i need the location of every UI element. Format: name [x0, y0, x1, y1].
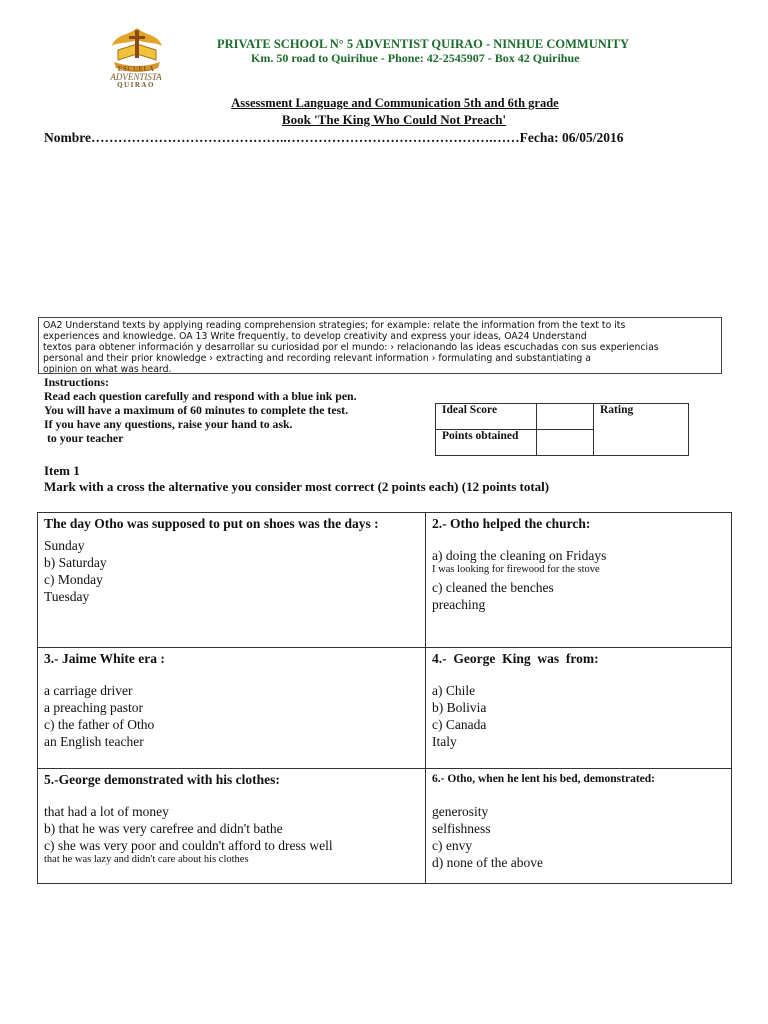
option[interactable]: Tuesday	[44, 589, 90, 604]
question-cell-1[interactable]	[38, 513, 426, 648]
option[interactable]: a carriage driver	[44, 683, 133, 698]
item-heading: Item 1	[44, 463, 80, 478]
objective-line: opinion on what was heard.	[43, 364, 172, 374]
question-text: 6.- Otho, when he lent his bed, demonstrated:	[432, 773, 655, 785]
option[interactable]: b) Bolivia	[432, 700, 487, 715]
question-text: 5.-George demonstrated with his clothes:	[44, 772, 280, 787]
option[interactable]: d) none of the above	[432, 855, 543, 870]
option[interactable]: a preaching pastor	[44, 700, 143, 715]
assessment-title-text: Assessment Language and Communication 5th and 6th grade	[231, 96, 559, 110]
objective-line: textos para obtener información y desarrollar su curiosidad por el mundo: › relacionando las ideas escuchadas con sus experiencias	[43, 342, 659, 353]
points-obtained-label: Points obtained	[436, 430, 537, 456]
question-cell-4[interactable]	[426, 648, 732, 769]
option[interactable]: that he was lazy and didn't care about his clothes	[44, 854, 249, 865]
assessment-title	[0, 96, 768, 111]
option[interactable]: a) Chile	[432, 683, 476, 698]
option[interactable]: I was looking for firewood for the stove	[432, 564, 600, 575]
option[interactable]: c) Canada	[432, 717, 487, 732]
item-instruction: Mark with a cross the alternative you consider most correct (2 points each) (12 points total)	[44, 479, 550, 494]
option[interactable]: c) cleaned the benches	[432, 580, 554, 595]
book-title	[0, 112, 768, 128]
question-text: 2.- Otho helped the church:	[432, 516, 591, 531]
question-cell-2[interactable]	[426, 513, 732, 648]
question-text: The day Otho was supposed to put on shoes was the days :	[44, 516, 379, 531]
instruction-line: If you have any questions, raise your hand to ask.	[44, 417, 293, 431]
ideal-score-field[interactable]	[537, 404, 594, 430]
option[interactable]: generosity	[432, 804, 489, 819]
option[interactable]: b) that he was very carefree and didn't bathe	[44, 821, 283, 836]
instructions	[44, 375, 357, 445]
questions-table	[37, 512, 732, 884]
school-name: PRIVATE SCHOOL N° 5 ADVENTIST QUIRAO - NINHUE COMMUNITY	[217, 37, 629, 51]
instruction-line: Read each question carefully and respond with a blue ink pen.	[44, 389, 357, 403]
school-address: Km. 50 road to Quirihue - Phone: 42-2545907 - Box 42 Quirihue	[251, 51, 580, 65]
option[interactable]: c) the father of Otho	[44, 717, 155, 732]
option[interactable]: b) Saturday	[44, 555, 107, 570]
instruction-line: to your teacher	[44, 431, 124, 445]
option[interactable]: Italy	[432, 734, 457, 749]
option[interactable]: that had a lot of money	[44, 804, 169, 819]
option[interactable]: c) Monday	[44, 572, 103, 587]
learning-objectives-box	[38, 317, 722, 374]
question-text: 4.- George King was from:	[432, 651, 599, 666]
question-cell-6[interactable]	[426, 769, 732, 884]
logo-line-1: ESCUELA	[117, 65, 155, 73]
option[interactable]: a) doing the cleaning on Fridays	[432, 548, 607, 563]
objective-line: OA2 Understand texts by applying reading comprehension strategies; for example: relate the information from the text to its	[43, 320, 626, 331]
option[interactable]: Sunday	[44, 538, 85, 553]
name-date-line: Nombre……………………………………..……………………………………….……Fecha: 06/05/2016	[44, 130, 624, 145]
instructions-heading: Instructions:	[44, 375, 109, 389]
option[interactable]: preaching	[432, 597, 486, 612]
logo-text	[100, 65, 172, 89]
logo-line-3: QUIRAO	[117, 81, 155, 89]
option[interactable]: c) envy	[432, 838, 473, 853]
option[interactable]: c) she was very poor and couldn't afford to dress well	[44, 838, 333, 853]
objective-line: experiences and knowledge. OA 13 Write frequently, to develop creativity and express your ideas, OA24 Understand	[43, 331, 587, 342]
logo-line-2: ADVENTISTA	[110, 72, 162, 82]
score-table	[435, 403, 689, 456]
question-cell-5[interactable]	[38, 769, 426, 884]
ideal-score-label: Ideal Score	[436, 404, 537, 430]
question-text: 3.- Jaime White era :	[44, 651, 165, 666]
book-title-text: Book 'The King Who Could Not Preach'	[281, 112, 507, 127]
option[interactable]: selfishness	[432, 821, 491, 836]
points-obtained-field[interactable]	[537, 430, 594, 456]
question-cell-3[interactable]	[38, 648, 426, 769]
option[interactable]: an English teacher	[44, 734, 144, 749]
objective-line: personal and their prior knowledge › extracting and recording relevant information › formulating and substantiating a	[43, 353, 591, 364]
instruction-line: You will have a maximum of 60 minutes to complete the test.	[44, 403, 349, 417]
rating-label: Rating	[594, 404, 689, 456]
